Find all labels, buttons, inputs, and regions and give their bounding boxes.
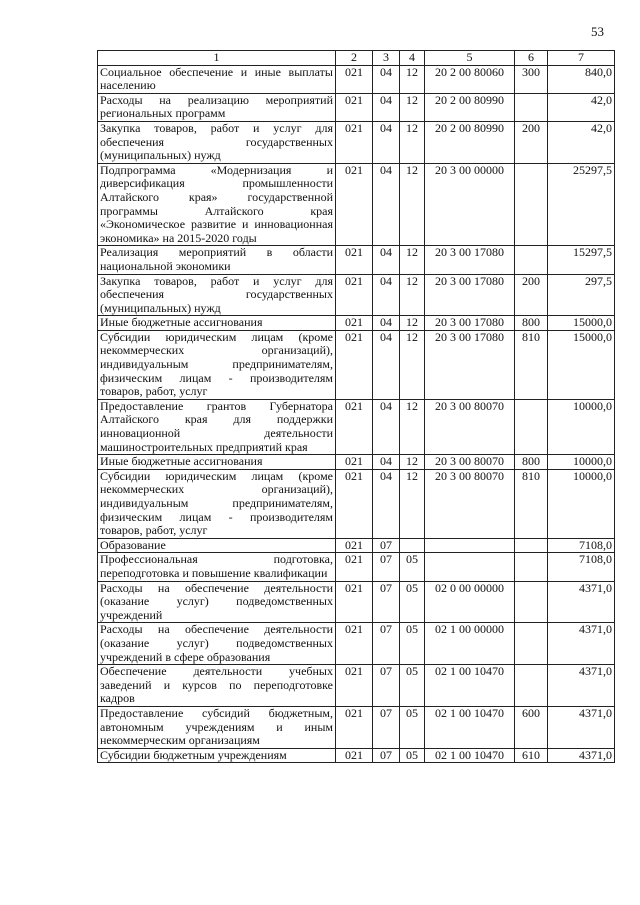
- ministry-code-cell: 021: [336, 274, 373, 316]
- ministry-code-cell: 021: [336, 538, 373, 553]
- table-row: [98, 748, 615, 763]
- page-number: 53: [591, 24, 604, 39]
- expense-name-cell: Реализация мероприятий в области национальной экономики: [98, 246, 336, 274]
- expense-type-cell: 800: [515, 455, 548, 470]
- amount-cell: 25297,5: [548, 163, 615, 246]
- ministry-code-cell: 021: [336, 121, 373, 163]
- section-code-cell: 04: [373, 65, 400, 93]
- expense-name-cell: Образование: [98, 538, 336, 553]
- subsection-code-cell: 12: [400, 163, 425, 246]
- column-header-6: 6: [515, 51, 548, 66]
- ministry-code-cell: 021: [336, 93, 373, 121]
- subsection-code-cell: 05: [400, 665, 425, 707]
- ministry-code-cell: 021: [336, 330, 373, 399]
- amount-cell: 15297,5: [548, 246, 615, 274]
- amount-cell: 15000,0: [548, 316, 615, 331]
- table-row: [98, 455, 615, 470]
- section-code-cell: 04: [373, 274, 400, 316]
- ministry-code-cell: 021: [336, 623, 373, 665]
- ministry-code-cell: 021: [336, 553, 373, 581]
- target-article-cell: 20 3 00 00000: [425, 163, 515, 246]
- column-header-4: 4: [400, 51, 425, 66]
- ministry-code-cell: 021: [336, 65, 373, 93]
- expense-name-cell: Предоставление субсидий бюджетным, автономным учреждениям и иным некоммерческим организациям: [98, 706, 336, 748]
- subsection-code-cell: 05: [400, 553, 425, 581]
- expense-name-cell: Предоставление грантов Губернатора Алтайского края для поддержки инновационной деятельности машиностроительных предприятий края: [98, 399, 336, 454]
- expense-type-cell: 800: [515, 316, 548, 331]
- section-code-cell: 07: [373, 538, 400, 553]
- expense-name-cell: Обеспечение деятельности учебных заведений и курсов по переподготовке кадров: [98, 665, 336, 707]
- ministry-code-cell: 021: [336, 163, 373, 246]
- amount-cell: 10000,0: [548, 469, 615, 538]
- column-header-5: 5: [425, 51, 515, 66]
- subsection-code-cell: 05: [400, 748, 425, 763]
- subsection-code-cell: 12: [400, 121, 425, 163]
- amount-cell: 4371,0: [548, 623, 615, 665]
- ministry-code-cell: 021: [336, 316, 373, 331]
- amount-cell: 7108,0: [548, 553, 615, 581]
- target-article-cell: 20 3 00 80070: [425, 399, 515, 454]
- expense-name-cell: Закупка товаров, работ и услуг для обеспечения государственных (муниципальных) нужд: [98, 121, 336, 163]
- table-row: [98, 163, 615, 246]
- table-row: [98, 538, 615, 553]
- ministry-code-cell: 021: [336, 581, 373, 623]
- ministry-code-cell: 021: [336, 246, 373, 274]
- target-article-cell: 20 3 00 80070: [425, 469, 515, 538]
- subsection-code-cell: 12: [400, 399, 425, 454]
- subsection-code-cell: 12: [400, 330, 425, 399]
- expense-name-cell: Субсидии бюджетным учреждениям: [98, 748, 336, 763]
- ministry-code-cell: 021: [336, 469, 373, 538]
- amount-cell: 42,0: [548, 93, 615, 121]
- target-article-cell: 20 3 00 80070: [425, 455, 515, 470]
- table-row: [98, 469, 615, 538]
- ministry-code-cell: 021: [336, 455, 373, 470]
- target-article-cell: 02 1 00 10470: [425, 665, 515, 707]
- table-row: [98, 330, 615, 399]
- section-code-cell: 07: [373, 665, 400, 707]
- section-code-cell: 04: [373, 455, 400, 470]
- expense-type-cell: 810: [515, 469, 548, 538]
- target-article-cell: 20 3 00 17080: [425, 330, 515, 399]
- expense-name-cell: Профессиональная подготовка, переподготовка и повышение квалификации: [98, 553, 336, 581]
- subsection-code-cell: 05: [400, 706, 425, 748]
- expense-type-cell: 200: [515, 121, 548, 163]
- section-code-cell: 04: [373, 163, 400, 246]
- target-article-cell: 20 2 00 80990: [425, 93, 515, 121]
- expense-type-cell: [515, 399, 548, 454]
- target-article-cell: 02 1 00 00000: [425, 623, 515, 665]
- expense-type-cell: [515, 93, 548, 121]
- table-row: [98, 623, 615, 665]
- table-row: [98, 706, 615, 748]
- amount-cell: 4371,0: [548, 581, 615, 623]
- section-code-cell: 07: [373, 623, 400, 665]
- expense-name-cell: Субсидии юридическим лицам (кроме некоммерческих организаций), индивидуальным предпринимателям, физическим лицам - производителям товаров, работ, услуг: [98, 469, 336, 538]
- expense-name-cell: Расходы на обеспечение деятельности (оказание услуг) подведомственных учреждений: [98, 581, 336, 623]
- subsection-code-cell: 12: [400, 316, 425, 331]
- subsection-code-cell: 12: [400, 455, 425, 470]
- expense-type-cell: [515, 246, 548, 274]
- section-code-cell: 07: [373, 748, 400, 763]
- table-row: [98, 399, 615, 454]
- section-code-cell: 04: [373, 121, 400, 163]
- target-article-cell: 02 1 00 10470: [425, 706, 515, 748]
- table-row: [98, 581, 615, 623]
- expense-name-cell: Подпрограмма «Модернизация и диверсификация промышленности Алтайского края» государственной программы Алтайского края «Экономическое развитие и инновационная экономика» на 2015-2020 годы: [98, 163, 336, 246]
- amount-cell: 10000,0: [548, 455, 615, 470]
- amount-cell: 4371,0: [548, 665, 615, 707]
- subsection-code-cell: [400, 538, 425, 553]
- amount-cell: 7108,0: [548, 538, 615, 553]
- table-row: [98, 93, 615, 121]
- target-article-cell: 02 0 00 00000: [425, 581, 515, 623]
- expense-name-cell: Субсидии юридическим лицам (кроме некоммерческих организаций), индивидуальным предпринимателям, физическим лицам - производителям товаров, работ, услуг: [98, 330, 336, 399]
- subsection-code-cell: 12: [400, 93, 425, 121]
- subsection-code-cell: 12: [400, 246, 425, 274]
- ministry-code-cell: 021: [336, 748, 373, 763]
- ministry-code-cell: 021: [336, 399, 373, 454]
- target-article-cell: 20 3 00 17080: [425, 274, 515, 316]
- amount-cell: 10000,0: [548, 399, 615, 454]
- column-header-1: 1: [98, 51, 336, 66]
- target-article-cell: 20 3 00 17080: [425, 246, 515, 274]
- expense-name-cell: Расходы на реализацию мероприятий региональных программ: [98, 93, 336, 121]
- amount-cell: 840,0: [548, 65, 615, 93]
- subsection-code-cell: 05: [400, 623, 425, 665]
- expense-type-cell: 200: [515, 274, 548, 316]
- expense-type-cell: 600: [515, 706, 548, 748]
- amount-cell: 42,0: [548, 121, 615, 163]
- target-article-cell: 20 3 00 17080: [425, 316, 515, 331]
- expense-name-cell: Расходы на обеспечение деятельности (оказание услуг) подведомственных учреждений в сфере образования: [98, 623, 336, 665]
- section-code-cell: 04: [373, 246, 400, 274]
- subsection-code-cell: 12: [400, 274, 425, 316]
- table-row: [98, 665, 615, 707]
- expense-type-cell: 810: [515, 330, 548, 399]
- expense-type-cell: [515, 553, 548, 581]
- ministry-code-cell: 021: [336, 706, 373, 748]
- table-row: [98, 316, 615, 331]
- amount-cell: 297,5: [548, 274, 615, 316]
- expense-name-cell: Иные бюджетные ассигнования: [98, 455, 336, 470]
- table-row: [98, 65, 615, 93]
- section-code-cell: 04: [373, 330, 400, 399]
- budget-table: [97, 50, 615, 763]
- target-article-cell: 20 2 00 80060: [425, 65, 515, 93]
- ministry-code-cell: 021: [336, 665, 373, 707]
- subsection-code-cell: 12: [400, 469, 425, 538]
- amount-cell: 15000,0: [548, 330, 615, 399]
- subsection-code-cell: 05: [400, 581, 425, 623]
- section-code-cell: 04: [373, 399, 400, 454]
- expense-name-cell: Закупка товаров, работ и услуг для обеспечения государственных (муниципальных) нужд: [98, 274, 336, 316]
- expense-type-cell: 610: [515, 748, 548, 763]
- target-article-cell: [425, 553, 515, 581]
- column-header-2: 2: [336, 51, 373, 66]
- section-code-cell: 04: [373, 93, 400, 121]
- header-row: [98, 51, 615, 66]
- table-row: [98, 121, 615, 163]
- table-body: [98, 65, 615, 763]
- expense-type-cell: 300: [515, 65, 548, 93]
- section-code-cell: 04: [373, 469, 400, 538]
- column-header-3: 3: [373, 51, 400, 66]
- expense-name-cell: Социальное обеспечение и иные выплаты населению: [98, 65, 336, 93]
- subsection-code-cell: 12: [400, 65, 425, 93]
- column-header-7: 7: [548, 51, 615, 66]
- section-code-cell: 07: [373, 553, 400, 581]
- expense-name-cell: Иные бюджетные ассигнования: [98, 316, 336, 331]
- expense-type-cell: [515, 163, 548, 246]
- expense-type-cell: [515, 538, 548, 553]
- expense-type-cell: [515, 623, 548, 665]
- table-row: [98, 274, 615, 316]
- amount-cell: 4371,0: [548, 706, 615, 748]
- target-article-cell: [425, 538, 515, 553]
- table-row: [98, 246, 615, 274]
- amount-cell: 4371,0: [548, 748, 615, 763]
- expense-type-cell: [515, 581, 548, 623]
- section-code-cell: 07: [373, 706, 400, 748]
- table-row: [98, 553, 615, 581]
- target-article-cell: 02 1 00 10470: [425, 748, 515, 763]
- section-code-cell: 07: [373, 581, 400, 623]
- expense-type-cell: [515, 665, 548, 707]
- target-article-cell: 20 2 00 80990: [425, 121, 515, 163]
- section-code-cell: 04: [373, 316, 400, 331]
